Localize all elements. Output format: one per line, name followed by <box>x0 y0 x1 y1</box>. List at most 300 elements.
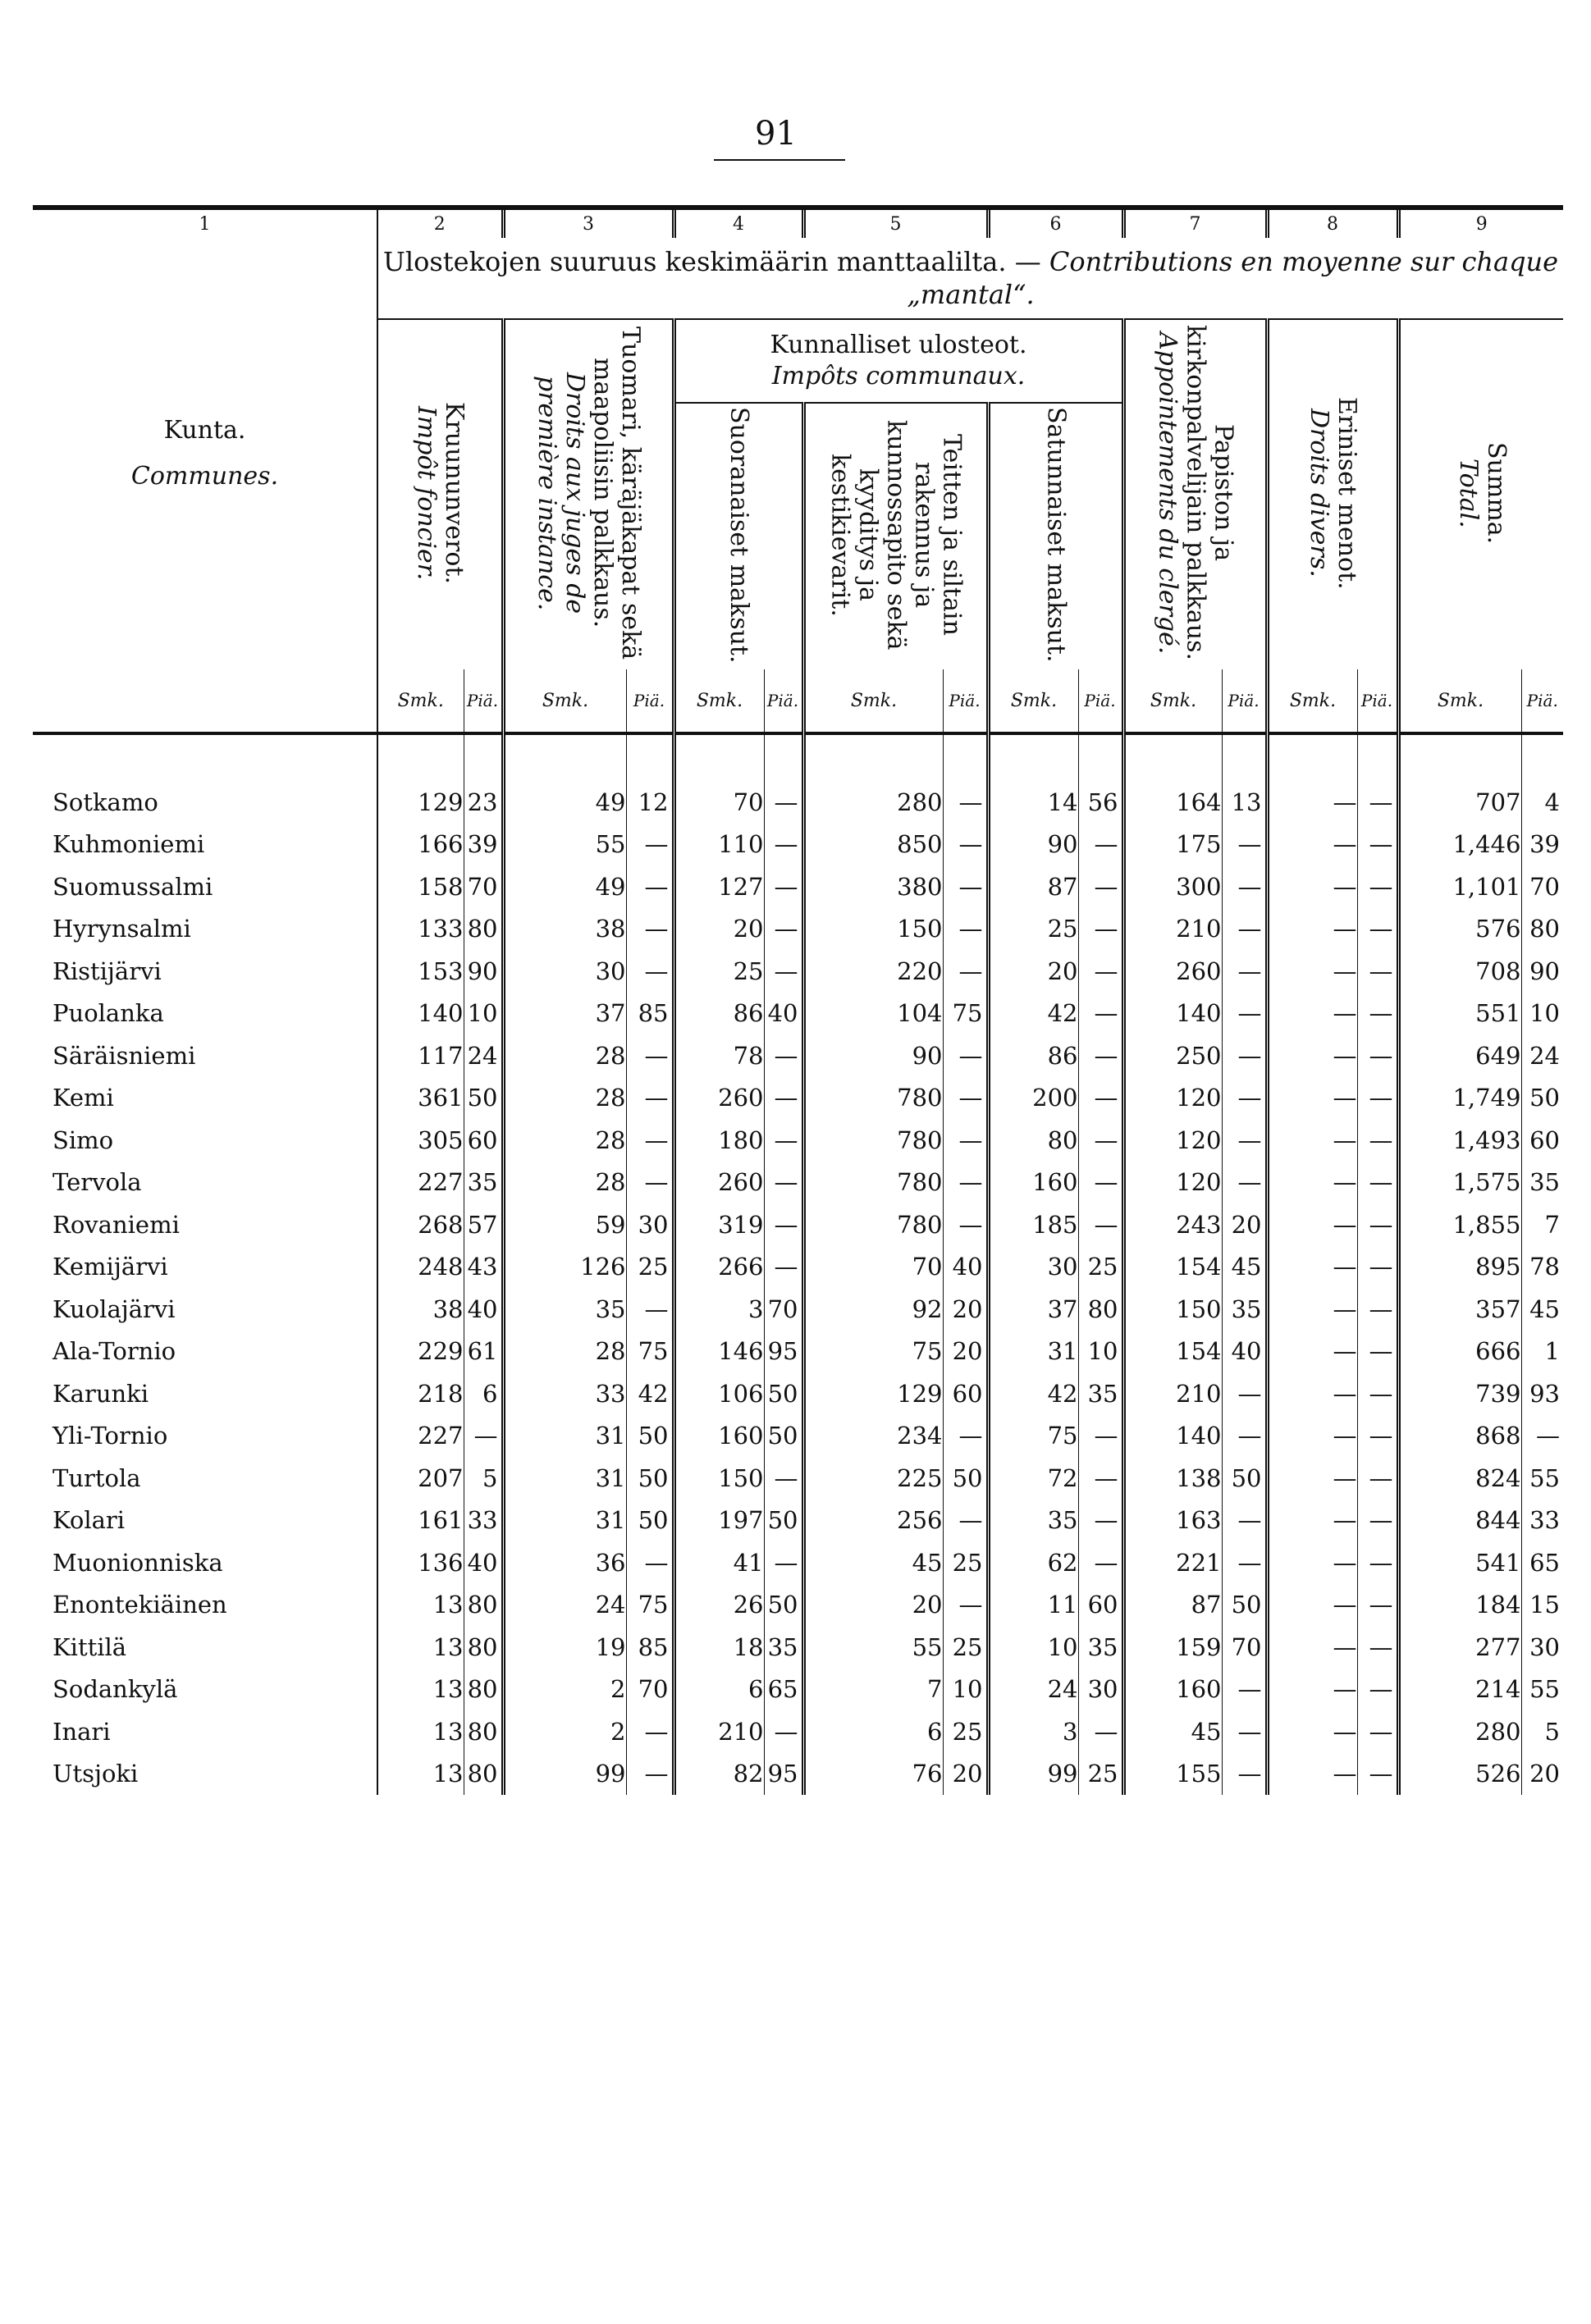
cell-c3-markka: 35 <box>503 1288 626 1331</box>
cell-c5-markka: 780 <box>803 1203 943 1246</box>
cell-c8-markka: — <box>1267 1119 1357 1162</box>
cell-c5-penni: 20 <box>943 1331 988 1373</box>
cell-c7-penni: — <box>1222 1753 1267 1796</box>
cell-c2-markka: 140 <box>377 993 464 1035</box>
unit-pen: Piä. <box>464 669 503 733</box>
cell-c2-penni: 80 <box>464 1584 503 1627</box>
cell-c6-penni: — <box>1078 1077 1123 1120</box>
cell-c9-penni: 4 <box>1521 781 1563 824</box>
cell-c3-markka: 2 <box>503 1669 626 1711</box>
cell-c3-penni: — <box>626 1288 674 1331</box>
cell-c3-penni: — <box>626 1710 674 1753</box>
cell-c3-penni: — <box>626 950 674 993</box>
cell-c9-penni: 39 <box>1521 824 1563 866</box>
cell-c9-markka: 214 <box>1398 1669 1521 1711</box>
cell-c4-markka: 266 <box>674 1246 764 1289</box>
page-number: 91 <box>755 115 797 153</box>
cell-c2-markka: 136 <box>377 1541 464 1584</box>
header-papiston: Papiston ja kirkonpalvelijain palkkaus. Appointements du clergé. <box>1123 319 1267 669</box>
kunta-header <box>33 238 377 669</box>
cell-c3-markka: 28 <box>503 1077 626 1120</box>
cell-c2-penni: 33 <box>464 1500 503 1542</box>
kunta-header-fi: Kunta. <box>163 416 246 445</box>
column-number: 1 <box>33 208 377 238</box>
cell-c4-penni: — <box>764 1203 803 1246</box>
table-row <box>33 1119 1563 1162</box>
cell-c6-penni: 56 <box>1078 781 1123 824</box>
cell-c7-markka: 163 <box>1123 1500 1222 1542</box>
cell-c7-markka: 300 <box>1123 865 1222 908</box>
cell-c9-penni: 55 <box>1521 1669 1563 1711</box>
cell-c9-markka: 280 <box>1398 1710 1521 1753</box>
cell-c8-penni: — <box>1357 993 1398 1035</box>
cell-c8-markka: — <box>1267 1669 1357 1711</box>
cell-c2-penni: 90 <box>464 950 503 993</box>
cell-c8-penni: — <box>1357 1415 1398 1458</box>
cell-c5-markka: 45 <box>803 1541 943 1584</box>
cell-c6-penni: — <box>1078 908 1123 951</box>
cell-c4-penni: 50 <box>764 1584 803 1627</box>
cell-c7-markka: 210 <box>1123 1372 1222 1415</box>
cell-c7-penni: — <box>1222 1500 1267 1542</box>
cell-c7-penni: 50 <box>1222 1457 1267 1500</box>
cell-c8-markka: — <box>1267 1246 1357 1289</box>
cell-c6-penni: — <box>1078 1034 1123 1077</box>
cell-c2-penni: 10 <box>464 993 503 1035</box>
cell-c3-penni: — <box>626 1162 674 1204</box>
cell-c9-penni: 70 <box>1521 865 1563 908</box>
cell-c3-markka: 99 <box>503 1753 626 1796</box>
cell-c3-markka: 2 <box>503 1710 626 1753</box>
table-title-row <box>33 238 1563 319</box>
cell-c2-markka: 218 <box>377 1372 464 1415</box>
cell-c4-markka: 78 <box>674 1034 764 1077</box>
cell-c2-markka: 268 <box>377 1203 464 1246</box>
cell-c2-penni: 80 <box>464 908 503 951</box>
cell-c4-penni: — <box>764 950 803 993</box>
cell-c5-penni: — <box>943 1415 988 1458</box>
column-number: 7 <box>1123 208 1267 238</box>
cell-c2-markka: 207 <box>377 1457 464 1500</box>
cell-c8-markka: — <box>1267 1077 1357 1120</box>
cell-c4-markka: 150 <box>674 1457 764 1500</box>
cell-c3-markka: 28 <box>503 1119 626 1162</box>
cell-c9-penni: 90 <box>1521 950 1563 993</box>
cell-c3-markka: 59 <box>503 1203 626 1246</box>
header-kunnalliset-fr: Impôts communaux. <box>771 362 1026 390</box>
cell-c4-penni: — <box>764 1457 803 1500</box>
cell-c2-penni: 40 <box>464 1541 503 1584</box>
cell-c9-penni: 7 <box>1521 1203 1563 1246</box>
cell-c5-markka: 90 <box>803 1034 943 1077</box>
cell-c5-penni: — <box>943 950 988 993</box>
cell-c9-markka: 895 <box>1398 1246 1521 1289</box>
cell-c7-penni: — <box>1222 1710 1267 1753</box>
cell-c3-penni: 42 <box>626 1372 674 1415</box>
cell-c4-penni: 35 <box>764 1626 803 1669</box>
cell-c7-markka: 175 <box>1123 824 1222 866</box>
cell-c8-penni: — <box>1357 1669 1398 1711</box>
table-row <box>33 1584 1563 1627</box>
cell-c3-markka: 28 <box>503 1162 626 1204</box>
cell-c6-markka: 185 <box>988 1203 1078 1246</box>
cell-c7-markka: 243 <box>1123 1203 1222 1246</box>
cell-c5-penni: 25 <box>943 1541 988 1584</box>
cell-c3-markka: 55 <box>503 824 626 866</box>
table-title-fi: Ulostekojen suuruus keskimäärin manttaalilta. — <box>382 246 1041 277</box>
cell-c8-penni: — <box>1357 1710 1398 1753</box>
cell-c5-markka: 7 <box>803 1669 943 1711</box>
cell-c2-markka: 161 <box>377 1500 464 1542</box>
cell-c2-penni: 61 <box>464 1331 503 1373</box>
cell-c4-markka: 106 <box>674 1372 764 1415</box>
cell-c6-markka: 62 <box>988 1541 1078 1584</box>
cell-c3-penni: 50 <box>626 1415 674 1458</box>
cell-c2-penni: 80 <box>464 1710 503 1753</box>
unit-mk: Smk. <box>503 669 626 733</box>
cell-c5-penni: 40 <box>943 1246 988 1289</box>
table-row <box>33 1753 1563 1796</box>
unit-pen: Piä. <box>1357 669 1398 733</box>
commune-name: Muonionniska <box>53 1548 223 1577</box>
unit-mk: Smk. <box>674 669 764 733</box>
cell-c8-penni: — <box>1357 1203 1398 1246</box>
cell-c6-penni: 80 <box>1078 1288 1123 1331</box>
cell-c7-markka: 250 <box>1123 1034 1222 1077</box>
cell-c7-markka: 155 <box>1123 1753 1222 1796</box>
table-row <box>33 1415 1563 1458</box>
cell-c9-markka: 649 <box>1398 1034 1521 1077</box>
table-title-fr: Contributions en moyenne sur chaque „mantal“. <box>907 246 1559 310</box>
cell-c6-penni: 60 <box>1078 1584 1123 1627</box>
cell-c5-markka: 280 <box>803 781 943 824</box>
cell-c5-markka: 150 <box>803 908 943 951</box>
cell-c4-penni: — <box>764 1541 803 1584</box>
cell-c9-markka: 844 <box>1398 1500 1521 1542</box>
cell-c8-markka: — <box>1267 1162 1357 1204</box>
cell-c2-penni: 40 <box>464 1288 503 1331</box>
commune-name: Suomussalmi <box>53 872 213 901</box>
cell-c9-penni: 15 <box>1521 1584 1563 1627</box>
cell-c8-penni: — <box>1357 865 1398 908</box>
cell-c8-penni: — <box>1357 1372 1398 1415</box>
cell-c7-markka: 120 <box>1123 1119 1222 1162</box>
header-summa: Summa. Total. <box>1398 319 1563 669</box>
cell-c2-markka: 13 <box>377 1584 464 1627</box>
cell-c3-markka: 49 <box>503 865 626 908</box>
cell-c3-penni: 75 <box>626 1584 674 1627</box>
commune-name: Säräisniemi <box>53 1041 196 1070</box>
cell-c3-penni: 30 <box>626 1203 674 1246</box>
cell-c8-markka: — <box>1267 1288 1357 1331</box>
cell-c8-markka: — <box>1267 1541 1357 1584</box>
unit-mk: Smk. <box>1123 669 1222 733</box>
cell-c4-penni: — <box>764 781 803 824</box>
cell-c2-markka: 38 <box>377 1288 464 1331</box>
cell-c5-penni: — <box>943 1162 988 1204</box>
cell-c2-markka: 361 <box>377 1077 464 1120</box>
table-row <box>33 1372 1563 1415</box>
commune-name: Yli-Tornio <box>53 1422 168 1450</box>
cell-c5-markka: 780 <box>803 1077 943 1120</box>
cell-c8-penni: — <box>1357 1626 1398 1669</box>
cell-c8-penni: — <box>1357 950 1398 993</box>
cell-c6-markka: 42 <box>988 993 1078 1035</box>
cell-c6-markka: 31 <box>988 1331 1078 1373</box>
cell-c8-markka: — <box>1267 1710 1357 1753</box>
cell-c3-penni: 85 <box>626 993 674 1035</box>
table-title <box>377 238 1563 319</box>
table-row <box>33 865 1563 908</box>
cell-c6-penni: 10 <box>1078 1331 1123 1373</box>
cell-c7-penni: — <box>1222 1541 1267 1584</box>
cell-c4-penni: — <box>764 824 803 866</box>
cell-c6-markka: 72 <box>988 1457 1078 1500</box>
cell-c5-markka: 780 <box>803 1162 943 1204</box>
cell-c7-markka: 154 <box>1123 1246 1222 1289</box>
cell-c5-penni: 75 <box>943 993 988 1035</box>
cell-c9-penni: 20 <box>1521 1753 1563 1796</box>
cell-c8-markka: — <box>1267 1415 1357 1458</box>
cell-c3-penni: — <box>626 1541 674 1584</box>
cell-c6-penni: — <box>1078 824 1123 866</box>
cell-c6-markka: 35 <box>988 1500 1078 1542</box>
units-blank <box>33 669 377 733</box>
header-kunnalliset-fi: Kunnalliset ulosteot. <box>770 331 1027 359</box>
cell-c2-penni: 39 <box>464 824 503 866</box>
cell-c5-markka: 234 <box>803 1415 943 1458</box>
cell-c3-penni: — <box>626 1034 674 1077</box>
commune-name: Puolanka <box>53 999 164 1028</box>
cell-c2-penni: 5 <box>464 1457 503 1500</box>
cell-c5-penni: — <box>943 865 988 908</box>
cell-c4-markka: 26 <box>674 1584 764 1627</box>
cell-c2-markka: 227 <box>377 1162 464 1204</box>
cell-c4-markka: 18 <box>674 1626 764 1669</box>
cell-c7-markka: 120 <box>1123 1162 1222 1204</box>
table-row <box>33 1162 1563 1204</box>
cell-c8-markka: — <box>1267 1626 1357 1669</box>
cell-c4-markka: 160 <box>674 1415 764 1458</box>
cell-c5-penni: 20 <box>943 1288 988 1331</box>
cell-c6-markka: 200 <box>988 1077 1078 1120</box>
cell-c8-markka: — <box>1267 1203 1357 1246</box>
header-suoranaiset: Suoranaiset maksut. <box>674 403 803 669</box>
cell-c4-markka: 180 <box>674 1119 764 1162</box>
cell-c9-penni: 30 <box>1521 1626 1563 1669</box>
header-tuomari: Tuomari, käräjäkapat sekä maapoliisin palkkaus. Droits aux juges de première instance. <box>503 319 674 669</box>
cell-c6-markka: 160 <box>988 1162 1078 1204</box>
cell-c3-markka: 31 <box>503 1457 626 1500</box>
cell-c2-markka: 13 <box>377 1669 464 1711</box>
cell-c2-penni: 43 <box>464 1246 503 1289</box>
cell-c8-penni: — <box>1357 1500 1398 1542</box>
table-row <box>33 1500 1563 1542</box>
cell-c4-penni: — <box>764 1034 803 1077</box>
cell-c5-penni: — <box>943 1584 988 1627</box>
cell-c6-markka: 25 <box>988 908 1078 951</box>
cell-c8-markka: — <box>1267 824 1357 866</box>
cell-c3-markka: 31 <box>503 1500 626 1542</box>
table-row <box>33 908 1563 951</box>
cell-c7-markka: 150 <box>1123 1288 1222 1331</box>
cell-c7-penni: — <box>1222 1034 1267 1077</box>
cell-c9-markka: 576 <box>1398 908 1521 951</box>
table-row <box>33 1541 1563 1584</box>
column-number: 4 <box>674 208 803 238</box>
commune-name: Tervola <box>53 1168 142 1197</box>
cell-c6-markka: 14 <box>988 781 1078 824</box>
cell-c8-markka: — <box>1267 908 1357 951</box>
cell-c9-penni: 50 <box>1521 1077 1563 1120</box>
cell-c3-penni: 70 <box>626 1669 674 1711</box>
commune-name: Enontekiäinen <box>53 1591 227 1619</box>
cell-c8-penni: — <box>1357 1034 1398 1077</box>
cell-c6-markka: 42 <box>988 1372 1078 1415</box>
cell-c2-penni: 80 <box>464 1669 503 1711</box>
cell-c4-markka: 260 <box>674 1077 764 1120</box>
cell-c7-penni: — <box>1222 908 1267 951</box>
cell-c7-markka: 159 <box>1123 1626 1222 1669</box>
cell-c6-markka: 75 <box>988 1415 1078 1458</box>
cell-c4-penni: — <box>764 1119 803 1162</box>
cell-c8-markka: — <box>1267 1457 1357 1500</box>
cell-c2-markka: 13 <box>377 1626 464 1669</box>
cell-c7-markka: 210 <box>1123 908 1222 951</box>
cell-c7-penni: 50 <box>1222 1584 1267 1627</box>
cell-c7-markka: 154 <box>1123 1331 1222 1373</box>
table-row <box>33 1457 1563 1500</box>
table-row <box>33 1288 1563 1331</box>
cell-c5-markka: 6 <box>803 1710 943 1753</box>
cell-c9-markka: 666 <box>1398 1331 1521 1373</box>
cell-c2-penni: 24 <box>464 1034 503 1077</box>
cell-c8-markka: — <box>1267 1372 1357 1415</box>
column-number-row <box>33 208 1563 238</box>
cell-c9-penni: 10 <box>1521 993 1563 1035</box>
cell-c8-penni: — <box>1357 1162 1398 1204</box>
column-number: 5 <box>803 208 988 238</box>
cell-c8-penni: — <box>1357 1288 1398 1331</box>
cell-c3-markka: 33 <box>503 1372 626 1415</box>
unit-pen: Piä. <box>1521 669 1563 733</box>
header-teitten: Teitten ja siltain rakennus ja kunnossapito sekä kyyditys ja kestikievarit. <box>803 403 988 669</box>
column-number: 6 <box>988 208 1123 238</box>
cell-c5-penni: — <box>943 1119 988 1162</box>
cell-c3-penni: 50 <box>626 1500 674 1542</box>
cell-c7-penni: — <box>1222 1077 1267 1120</box>
cell-c5-markka: 55 <box>803 1626 943 1669</box>
cell-c7-penni: — <box>1222 1119 1267 1162</box>
cell-c8-markka: — <box>1267 1500 1357 1542</box>
cell-c5-penni: 25 <box>943 1626 988 1669</box>
cell-c2-penni: 23 <box>464 781 503 824</box>
cell-c4-markka: 3 <box>674 1288 764 1331</box>
cell-c3-penni: — <box>626 865 674 908</box>
commune-name: Ala-Tornio <box>53 1337 176 1366</box>
cell-c7-penni: 45 <box>1222 1246 1267 1289</box>
cell-c3-markka: 30 <box>503 950 626 993</box>
cell-c9-markka: 708 <box>1398 950 1521 993</box>
cell-c5-markka: 20 <box>803 1584 943 1627</box>
cell-c3-penni: — <box>626 1119 674 1162</box>
cell-c8-markka: — <box>1267 865 1357 908</box>
cell-c6-penni: — <box>1078 993 1123 1035</box>
cell-c7-penni: — <box>1222 950 1267 993</box>
cell-c9-penni: 65 <box>1521 1541 1563 1584</box>
cell-c3-penni: 75 <box>626 1331 674 1373</box>
cell-c3-penni: — <box>626 824 674 866</box>
cell-c8-penni: — <box>1357 1331 1398 1373</box>
cell-c3-penni: — <box>626 908 674 951</box>
cell-c2-penni: 70 <box>464 865 503 908</box>
commune-name: Kemi <box>53 1084 114 1112</box>
cell-c7-markka: 260 <box>1123 950 1222 993</box>
cell-c6-penni: — <box>1078 865 1123 908</box>
cell-c3-markka: 28 <box>503 1331 626 1373</box>
cell-c6-penni: 35 <box>1078 1372 1123 1415</box>
cell-c8-markka: — <box>1267 993 1357 1035</box>
unit-pen: Piä. <box>943 669 988 733</box>
cell-c5-penni: 20 <box>943 1753 988 1796</box>
cell-c4-penni: 95 <box>764 1753 803 1796</box>
cell-c4-markka: 41 <box>674 1541 764 1584</box>
cell-c2-penni: — <box>464 1415 503 1458</box>
cell-c9-penni: 24 <box>1521 1034 1563 1077</box>
cell-c2-penni: 80 <box>464 1753 503 1796</box>
cell-c6-markka: 87 <box>988 865 1078 908</box>
cell-c4-penni: 50 <box>764 1415 803 1458</box>
cell-c4-penni: — <box>764 865 803 908</box>
header-erinaiset: Eriniset menot. Droits divers. <box>1267 319 1398 669</box>
cell-c4-markka: 86 <box>674 993 764 1035</box>
cell-c8-markka: — <box>1267 781 1357 824</box>
cell-c2-penni: 60 <box>464 1119 503 1162</box>
cell-c8-penni: — <box>1357 1457 1398 1500</box>
cell-c5-penni: 10 <box>943 1669 988 1711</box>
cell-c6-markka: 90 <box>988 824 1078 866</box>
cell-c4-markka: 82 <box>674 1753 764 1796</box>
kunta-header-fr: Communes. <box>130 462 279 491</box>
cell-c9-penni: 1 <box>1521 1331 1563 1373</box>
header-satunnaiset: Satunnaiset maksut. <box>988 403 1123 669</box>
cell-c6-markka: 30 <box>988 1246 1078 1289</box>
cell-c6-penni: — <box>1078 1500 1123 1542</box>
cell-c5-markka: 92 <box>803 1288 943 1331</box>
cell-c6-markka: 10 <box>988 1626 1078 1669</box>
cell-c5-markka: 76 <box>803 1753 943 1796</box>
cell-c5-markka: 220 <box>803 950 943 993</box>
cell-c5-markka: 850 <box>803 824 943 866</box>
cell-c4-penni: — <box>764 1246 803 1289</box>
cell-c8-penni: — <box>1357 1584 1398 1627</box>
cell-c8-penni: — <box>1357 1119 1398 1162</box>
cell-c5-penni: — <box>943 824 988 866</box>
cell-c9-penni: 93 <box>1521 1372 1563 1415</box>
cell-c4-penni: 70 <box>764 1288 803 1331</box>
cell-c2-markka: 13 <box>377 1753 464 1796</box>
commune-name: Simo <box>53 1125 114 1154</box>
cell-c8-penni: — <box>1357 1541 1398 1584</box>
cell-c8-markka: — <box>1267 1584 1357 1627</box>
cell-c9-penni: 35 <box>1521 1162 1563 1204</box>
cell-c6-markka: 20 <box>988 950 1078 993</box>
cell-c5-penni: 25 <box>943 1710 988 1753</box>
unit-mk: Smk. <box>988 669 1078 733</box>
cell-c3-markka: 49 <box>503 781 626 824</box>
cell-c6-markka: 3 <box>988 1710 1078 1753</box>
cell-c4-penni: 50 <box>764 1500 803 1542</box>
